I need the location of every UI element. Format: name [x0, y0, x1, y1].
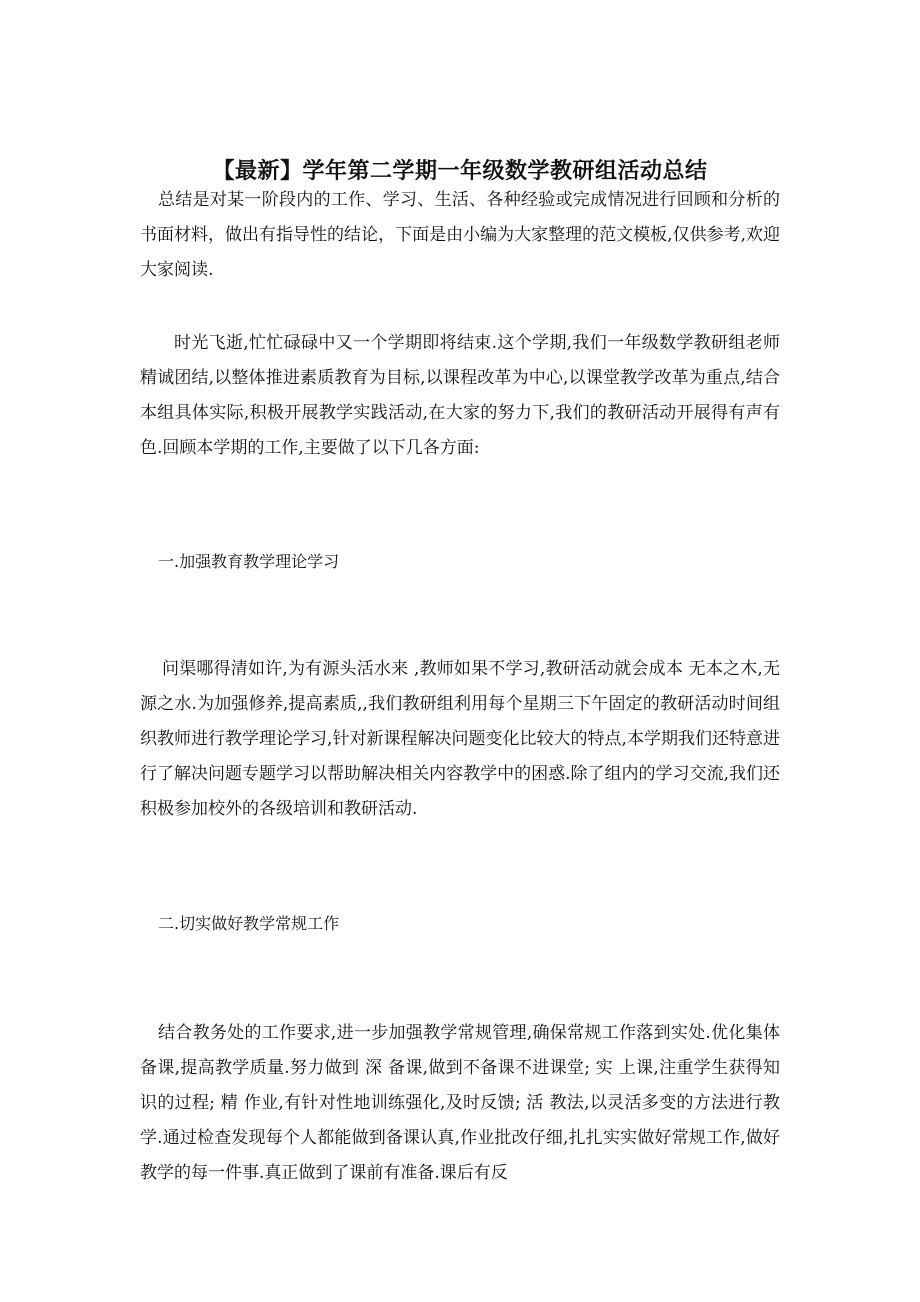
body-paragraph-1: 时光飞逝,忙忙碌碌中又一个学期即将结束.这个学期,我们一年级数学教研组老师精诚团结,以整体推进素质教育为目标,以课程改革为中心,以课堂教学改革为重点,结合本组具体实际,积极开展教学实践活动,在大家的努力下,我们的教研活动开展得有声有色.回顾本学期的工作,主要做了以下几各方面: — [140, 333, 780, 458]
intro-paragraph: 总结是对某一阶段内的工作、学习、生活、各种经验或完成情况进行回顾和分析的书面材料，做出有指导性的结论，下面是由小编为大家整理的范文模板,仅供参考,欢迎大家阅读. — [140, 190, 780, 280]
section-heading-1: 一.加强教育教学理论学习 — [158, 552, 340, 571]
body-paragraph-2: 问渠哪得清如许,为有源头活水来 ,教师如果不学习,教研活动就会成本 无本之木,无源之水.为加强修养,提高素质,,我们教研组利用每个星期三下午固定的教研活动时间组织教师进行教学理论学习,针对新课程解决问题变化比较大的特点,本学期我们还特意进行了解决问题专题学习以帮助解决相关内容教学中的困惑.除了组内的学习交流,我们还积极参加校外的各级培训和教研活动. — [140, 659, 780, 819]
section-heading-2: 二.切实做好教学常规工作 — [158, 914, 340, 933]
document-title: 【最新】学年第二学期一年级数学教研组活动总结 — [212, 157, 708, 184]
body-paragraph-3: 结合教务处的工作要求,进一步加强教学常规管理,确保常规工作落到实处.优化集体备课,提高教学质量.努力做到 深 备课,做到不备课不进课堂; 实 上课,注重学生获得知识的过程; 精 作业,有针对性地训练强化,及时反馈; 活 教法,以灵活多变的方法进行教学.通过检查发现每个人都能做到备课认真,作业批改仔细,扎扎实实做好常规工作,做好教学的每一件事.真正做到了课前有准备.课后有反 — [140, 1023, 780, 1183]
